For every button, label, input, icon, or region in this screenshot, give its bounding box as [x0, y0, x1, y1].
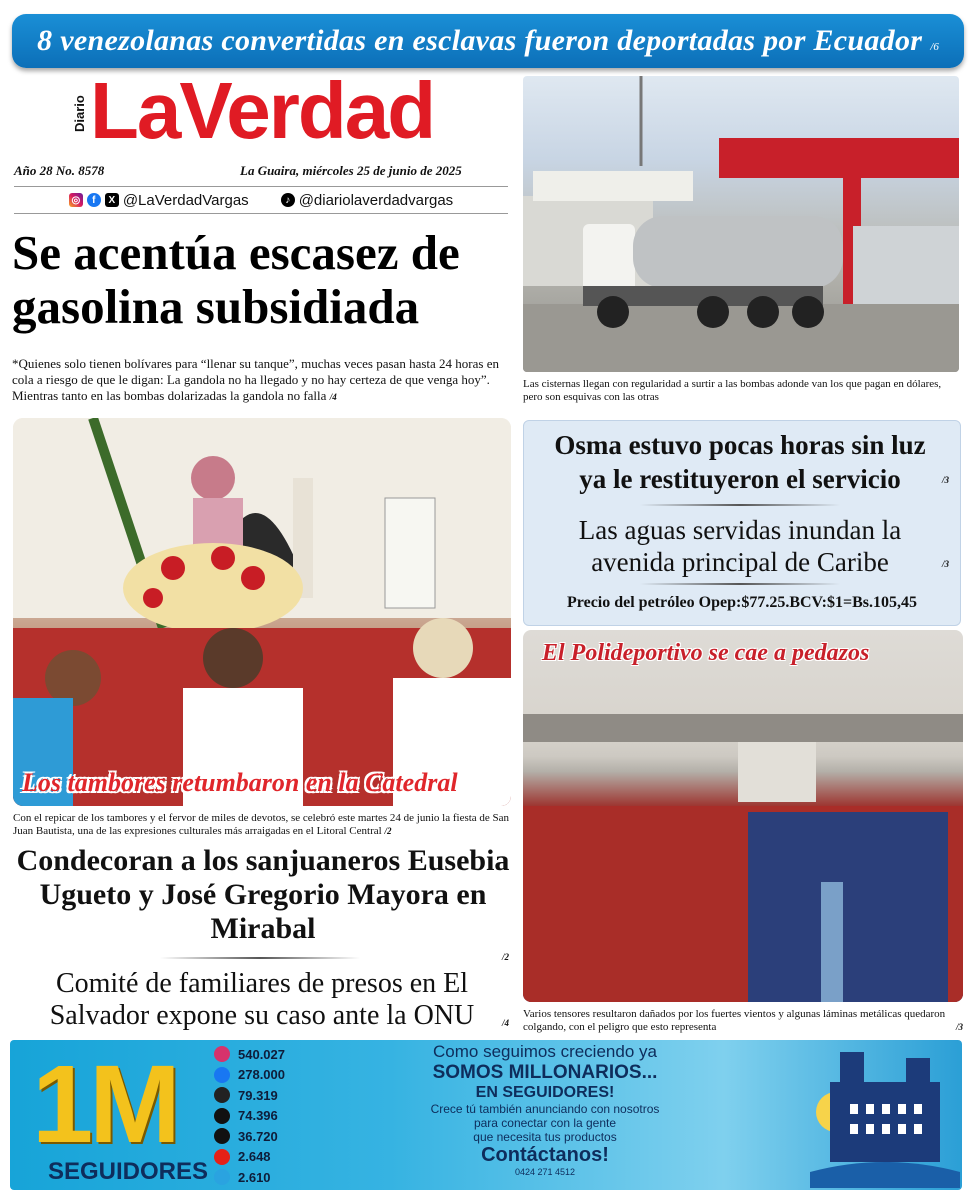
ad-line-4a: Crece tú también anunciando con nosotros [430, 1102, 660, 1116]
briefs-divider-1 [640, 504, 840, 506]
comite-headline[interactable]: Comité de familiares de presos en El Salvador expone su caso ante la ONU [49, 968, 475, 1031]
tanker-truck-photo [523, 76, 959, 372]
polideportivo-caption [523, 1008, 963, 1034]
festival-caption-text: Con el repicar de los tambores y el fervor de miles de devotos, se celebró este martes 24 de junio la fiesta de San Juan Bautista, una de las expresiones culturales más arraigadas en el Litoral Central [13, 812, 510, 837]
ad-seguidores-label: SEGUIDORES [48, 1158, 209, 1185]
lead-headline[interactable]: Se acentúa escasez de gasolina subsidiada [12, 225, 460, 334]
ad-stat-row [214, 1167, 285, 1188]
condecoran-page-ref: /2 [502, 952, 510, 962]
lead-summary [12, 356, 512, 405]
ad-stat-value: 2.648 [238, 1149, 271, 1165]
threads-icon [214, 1087, 230, 1103]
briefs-divider-2 [640, 583, 840, 585]
facebook-icon [214, 1067, 230, 1083]
aguas-headline[interactable]: Las aguas servidas inundan la avenida principal de Caribe [578, 515, 902, 577]
ad-stat-value: 278.000 [238, 1067, 285, 1083]
top-banner[interactable] [12, 14, 964, 68]
ad-stat-row [214, 1044, 285, 1065]
x-icon[interactable]: X [105, 193, 119, 207]
comite-page-ref: /4 [502, 1018, 510, 1028]
newspaper-logo: LaVerdad [90, 66, 435, 155]
condecoran-headline[interactable]: Condecoran a los sanjuaneros Eusebia Ugueto y José Gregorio Mayora en Mirabal [16, 844, 510, 945]
social-bar [14, 186, 508, 214]
ad-contact[interactable]: Contáctanos! [481, 1144, 609, 1166]
castle-icon [810, 1042, 960, 1188]
ad-stat-row [214, 1147, 285, 1168]
ad-stat-value: 79.319 [238, 1087, 278, 1103]
festival-illustration [13, 418, 511, 806]
ad-stat-row [214, 1085, 285, 1106]
tiktok-icon [214, 1128, 230, 1144]
ad-1m-text: 1M [32, 1043, 177, 1166]
lead-summary-text: *Quienes solo tienen bolívares para “llenar su tanque”, muchas veces pasan hasta 24 horas en cola a riesgo de que le digan: La gandola no ha llegado y no hay certeza de que venga hoy”. Mientras tanto en las bombas dolarizadas la gandola no falla [12, 356, 499, 403]
diario-label: Diario [72, 95, 87, 132]
polideportivo-caption-text: Varios tensores resultaron dañados por los fuertes vientos y algunas láminas metálicas quedaron colgando, con el peligro que esto representa [523, 1008, 946, 1033]
ad-stats-list [214, 1044, 285, 1188]
facebook-icon[interactable]: f [87, 193, 101, 207]
polideportivo-title[interactable]: El Polideportivo se cae a pedazos [542, 640, 870, 666]
story-divider [160, 957, 360, 959]
youtube-icon [214, 1149, 230, 1165]
osma-headline[interactable]: Osma estuvo pocas horas sin luz ya le restituyeron el servicio [554, 430, 926, 494]
polideportivo-page-ref: /3 [955, 1022, 963, 1032]
polideportivo-illustration [523, 630, 963, 1002]
dateline: La Guaira, miércoles 25 de junio de 2025 [240, 163, 462, 178]
ad-stat-row [214, 1106, 285, 1127]
tanker-truck-illustration [523, 76, 959, 372]
ad-stat-value: 540.027 [238, 1046, 285, 1062]
ad-phone[interactable]: 0424 271 4512 [514, 1167, 576, 1177]
x-icon [214, 1108, 230, 1124]
ad-stat-value: 2.610 [238, 1169, 271, 1185]
ad-stat-row [214, 1126, 285, 1147]
ad-line-2: SOMOS MILLONARIOS... [432, 1062, 658, 1083]
social-handle-tiktok[interactable]: @diariolaverdadvargas [298, 191, 454, 209]
ad-line-3: EN SEGUIDORES! [475, 1084, 615, 1101]
issue-number: Año 28 No. 8578 [14, 163, 105, 178]
polideportivo-photo [523, 630, 963, 1002]
ad-line-4c: que necesita tus productos [473, 1130, 617, 1144]
social-handle-main[interactable]: @LaVerdadVargas [122, 191, 249, 209]
ad-stat-value: 36.720 [238, 1128, 278, 1144]
osma-page-ref: /3 [942, 475, 950, 485]
instagram-icon [214, 1046, 230, 1062]
festival-title[interactable]: Los tambores retumbaron en la Catedral [22, 768, 458, 797]
followers-ad[interactable] [10, 1040, 962, 1190]
ad-line-4b: para conectar con la gente [473, 1116, 617, 1130]
ad-line-1: Como seguimos creciendo ya [433, 1042, 657, 1061]
festival-page-ref: /2 [384, 826, 392, 836]
banner-page-ref: /6 [930, 41, 939, 53]
aguas-page-ref: /3 [942, 559, 950, 569]
banner-headline: 8 venezolanas convertidas en esclavas fueron deportadas por Ecuador [37, 24, 923, 57]
ad-stat-value: 74.396 [238, 1108, 278, 1124]
ad-text-block [365, 1042, 725, 1177]
festival-photo [13, 418, 511, 806]
truck-photo-caption: Las cisternas llegan con regularidad a surtir a las bombas adonde van los que pagan en dólares, pero son esquivas con las otras [523, 378, 942, 403]
ad-stat-row [214, 1065, 285, 1086]
tiktok-icon[interactable]: ♪ [281, 193, 295, 207]
oil-price-line: Precio del petróleo Opep:$77.25.BCV:$1=Bs.105,45 [567, 594, 917, 611]
lead-page-ref: /4 [329, 392, 337, 402]
telegram-icon [214, 1169, 230, 1185]
festival-caption [13, 812, 511, 838]
instagram-icon[interactable]: ◎ [69, 193, 83, 207]
